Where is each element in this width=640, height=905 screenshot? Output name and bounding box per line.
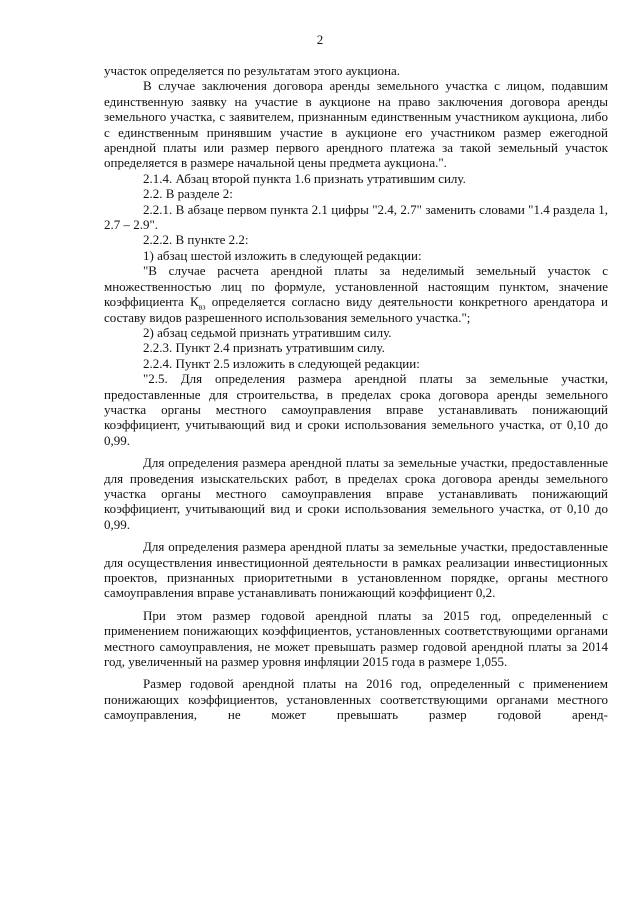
paragraph-7: 1) абзац шестой изложить в следующей редакции: bbox=[143, 247, 422, 263]
page-number: 2 bbox=[316, 32, 324, 47]
paragraph-3: 2.1.4. Абзац второй пункта 1.6 признать утратившим силу. bbox=[143, 170, 466, 186]
paragraph-11: 2.2.4. Пункт 2.5 изложить в следующей редакции: bbox=[143, 355, 420, 371]
paragraph-16: Размер годовой арендной платы на 2016 год, определенный с применением понижающих коэффициентов, установленных соответствующими органами местного самоуправления, не может превышать размер годовой аренд- bbox=[104, 676, 608, 723]
document-body bbox=[104, 63, 608, 723]
paragraph-10: 2.2.3. Пункт 2.4 признать утратившим силу. bbox=[143, 340, 385, 356]
paragraph-4: 2.2. В разделе 2: bbox=[143, 186, 233, 202]
paragraph-9: 2) абзац седьмой признать утратившим силу. bbox=[143, 324, 392, 340]
paragraph-2: В случае заключения договора аренды земельного участка с лицом, подавшим единственную заявку на участие в аукционе на право заключения договора аренды земельного участка, с заявителем, признанным единственным участником аукциона, либо с единственным принявшим участие в аукционе его участником размер ежегодной арендной платы или размер первого арендного платежа за такой земельный участок определяется в размере начальной цены предмета аукциона.". bbox=[104, 78, 608, 171]
paragraph-12: "2.5. Для определения размера арендной платы за земельные участки, предоставленные для строительства, в пределах срока договора аренды земельного участка органы местного самоуправления вправе устанавливать понижающий коэффициент, учитывающий вид и сроки использования земельного участка, от 0,10 до 0,99. bbox=[104, 371, 608, 448]
coefficient-subscript: вз bbox=[198, 302, 206, 312]
paragraph-8 bbox=[104, 263, 608, 325]
paragraph-1: участок определяется по результатам этого аукциона. bbox=[104, 63, 401, 78]
paragraph-8-text-b: определяется согласно виду деятельности конкретного арендатора и составу видов разрешенного использования земельного участка."; bbox=[104, 294, 609, 325]
paragraph-8-text-a: "В случае расчета арендной платы за неделимый земельный участок с множественностью лиц по формуле, установленной настоящим пунктом, значение коэффициента К bbox=[104, 263, 608, 310]
paragraph-6: 2.2.2. В пункте 2.2: bbox=[143, 232, 249, 248]
paragraph-14: Для определения размера арендной платы за земельные участки, предоставленные для осуществления инвестиционной деятельности в рамках реализации инвестиционных проектов, признанных приоритетными в установленном порядке, органы местного самоуправления вправе устанавливать понижающий коэффициент 0,2. bbox=[104, 539, 608, 601]
paragraph-15: При этом размер годовой арендной платы за 2015 год, определенный с применением понижающих коэффициентов, установленных соответствующими органами местного самоуправления, не может превышать размер годовой арендной платы за 2014 год, увеличенный на размер уровня инфляции 2015 года в размере 1,055. bbox=[104, 607, 608, 670]
paragraph-13: Для определения размера арендной платы за земельные участки, предоставленные для проведения изыскательских работ, в пределах срока договора аренды земельного участка органы местного самоуправления вправе устанавливать понижающий коэффициент, учитывающий вид и сроки использования земельного участка, от 0,10 до 0,99. bbox=[104, 455, 608, 532]
paragraph-5: 2.2.1. В абзаце первом пункта 2.1 цифры "2.4, 2.7" заменить словами "1.4 раздела 1, 2.7 – 2.9". bbox=[104, 201, 608, 233]
